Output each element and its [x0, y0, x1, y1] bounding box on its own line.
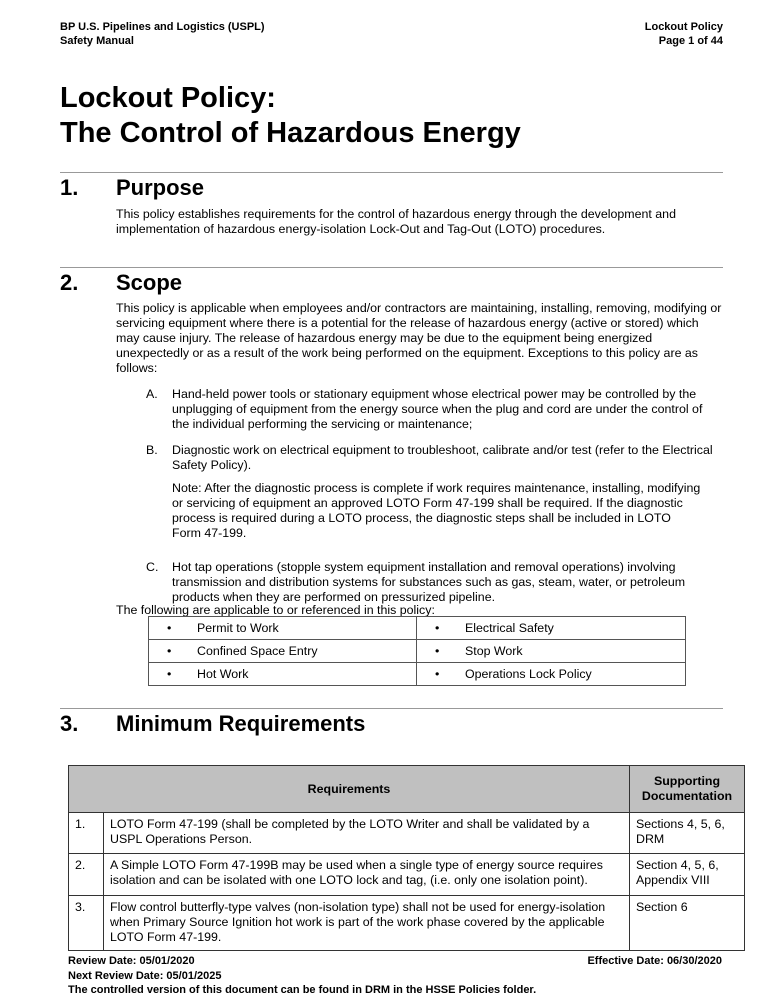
table-row	[149, 617, 686, 640]
row-number: 1.	[69, 813, 104, 854]
column-header: Supporting Documentation	[630, 766, 745, 813]
exception-text: Hot tap operations (stopple system equipment installation and removal operations) involving transmission and distribution systems for substances such as gas, steam, water, or petroleum products when they are performed on pressurized pipeline.	[172, 560, 686, 604]
doc-name: Lockout Policy	[644, 21, 723, 33]
page-title: Lockout Policy:	[60, 82, 276, 114]
section-number: 3.	[60, 711, 79, 736]
policy-name: Stop Work	[465, 644, 523, 658]
row-number: 2.	[69, 854, 104, 896]
supporting-doc: Sections 4, 5, 6, DRM	[630, 813, 745, 854]
divider	[60, 172, 723, 173]
column-header: Requirements	[69, 766, 630, 813]
controlled-version-note: The controlled version of this document can be found in DRM in the HSSE Policies folder.	[68, 984, 537, 996]
policy-name: Confined Space Entry	[197, 644, 318, 658]
divider	[60, 708, 723, 709]
section-title: Minimum Requirements	[116, 711, 366, 736]
supporting-doc: Section 4, 5, 6, Appendix VIII	[630, 854, 745, 896]
section-number: 1.	[60, 175, 79, 200]
exception-text: Diagnostic work on electrical equipment to troubleshoot, calibrate and/or test (refer to the Electrical Safety Policy).	[172, 443, 713, 472]
page-subtitle: The Control of Hazardous Energy	[60, 117, 521, 149]
effective-date: Effective Date: 06/30/2020	[587, 955, 722, 967]
referenced-policies-table	[148, 616, 686, 686]
bullet: •	[167, 644, 172, 658]
section-heading-minimum-requirements	[60, 711, 365, 737]
policy-name: Electrical Safety	[465, 621, 554, 635]
org-name: BP U.S. Pipelines and Logistics (USPL)	[60, 21, 265, 33]
referenced-intro: The following are applicable to or referenced in this policy:	[116, 603, 435, 617]
header-left	[60, 20, 265, 48]
exception-note: Note: After the diagnostic process is complete if work requires maintenance, installing, modifying or servicing of equipment an approved LOTO Form 47-199 shall be required. If the diagnostic process is required during a LOTO process, the diagnostic steps shall be included in LOTO Form 47-199.	[172, 481, 701, 540]
purpose-text: This policy establishes requirements for the control of hazardous energy through the development and implementation of hazardous energy-isolation Lock-Out and Tag-Out (LOTO) procedures.	[116, 207, 676, 236]
policy-name: Operations Lock Policy	[465, 667, 592, 681]
table-header-row	[69, 766, 745, 813]
row-number: 3.	[69, 896, 104, 951]
section-title: Scope	[116, 270, 183, 295]
table-cell	[417, 663, 686, 686]
table-cell	[149, 617, 417, 640]
table-row	[149, 640, 686, 663]
page-number: Page 1 of 44	[658, 35, 723, 47]
section-heading-purpose	[60, 175, 204, 201]
section-title: Purpose	[116, 175, 205, 200]
table-row	[149, 663, 686, 686]
table-cell	[149, 640, 417, 663]
supporting-doc: Section 6	[630, 896, 745, 951]
exception-a	[146, 387, 721, 432]
list-label: A.	[146, 387, 158, 401]
list-label: C.	[146, 560, 159, 574]
header-right	[645, 20, 723, 48]
table-cell	[149, 663, 417, 686]
requirements-table	[68, 765, 745, 951]
bullet: •	[435, 667, 440, 681]
divider	[60, 267, 723, 268]
table-row	[69, 896, 745, 951]
requirement-text: A Simple LOTO Form 47-199B may be used when a single type of energy source requires isolation and can be isolated with one LOTO lock and tag, (i.e. only one isolation point).	[104, 854, 630, 896]
manual-name: Safety Manual	[60, 35, 134, 47]
table-row	[69, 813, 745, 854]
section-heading-scope	[60, 270, 182, 296]
bullet: •	[435, 644, 440, 658]
scope-text: This policy is applicable when employees and/or contractors are maintaining, installing, removing, modifying or servicing equipment where there is a potential for the release of hazardous energy (active or stored) which may cause injury. The release of hazardous energy may be due to the equipment being energized unexpectedly or as a result of the work being performed on the equipment. Exceptions to this policy are as follows:	[116, 301, 722, 375]
requirement-text: Flow control butterfly-type valves (non-isolation type) shall not be used for energy-isolation when Primary Source Ignition hot work is part of the work phase covered by the applicable LOTO Form 47-199.	[104, 896, 630, 951]
requirement-text: LOTO Form 47-199 (shall be completed by the LOTO Writer and shall be validated by a USPL Operations Person.	[104, 813, 630, 854]
exception-b	[146, 443, 721, 541]
exception-c	[146, 560, 721, 605]
section-number: 2.	[60, 270, 79, 295]
bullet: •	[435, 621, 440, 635]
policy-name: Permit to Work	[197, 621, 279, 635]
bullet: •	[167, 621, 172, 635]
table-cell	[417, 640, 686, 663]
review-date: Review Date: 05/01/2020	[68, 955, 195, 967]
list-label: B.	[146, 443, 158, 457]
next-review-date: Next Review Date: 05/01/2025	[68, 969, 222, 982]
footer	[68, 954, 536, 998]
bullet: •	[167, 667, 172, 681]
table-cell	[417, 617, 686, 640]
exception-text: Hand-held power tools or stationary equipment whose electrical power may be controlled by the unplugging of equipment from the energy source when the plug and cord are under the control of the individual performing the servicing or maintenance;	[172, 387, 703, 431]
table-row	[69, 854, 745, 896]
policy-name: Hot Work	[197, 667, 249, 681]
